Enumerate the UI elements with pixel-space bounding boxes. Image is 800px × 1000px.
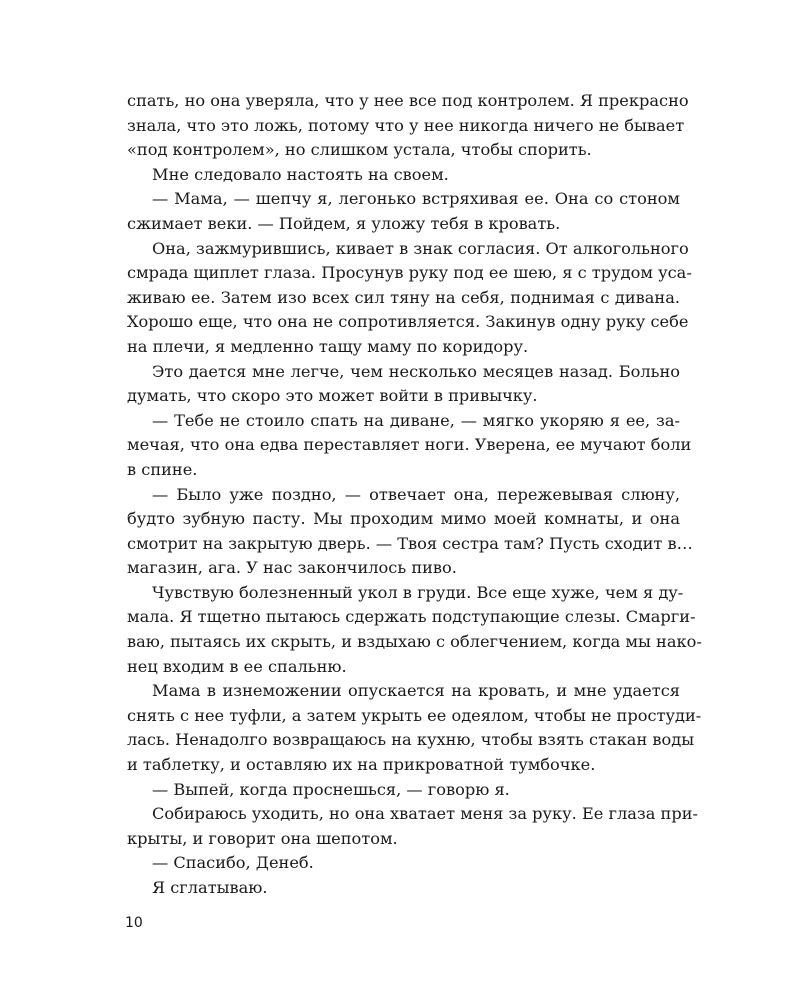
text-line: — Выпей, когда проснешься, — говорю я. <box>152 779 510 799</box>
text-line: Она, зажмурившись, кивает в знак согласия. От алкогольного <box>152 238 689 258</box>
text-line: знала, что это ложь, потому что у нее никогда ничего не бывает <box>127 115 685 135</box>
text-line: Собираюсь уходить, но она хватает меня за руку. Ее глаза при- <box>152 804 698 824</box>
text-line: «под контролем», но слишком устала, чтобы спорить. <box>127 140 592 160</box>
text-line: думать, что скоро это может войти в привычку. <box>127 386 538 406</box>
text-line: мечая, что она едва переставляет ноги. Уверена, ее мучают боли <box>127 435 692 455</box>
text-line: спать, но она уверяла, что у нее все под контролем. Я прекрасно <box>127 91 689 110</box>
text-line: и таблетку, и оставляю их на прикроватной тумбочке. <box>127 755 596 775</box>
text-line: будто зубную пасту. Мы проходим мимо моей комнаты, и она <box>127 509 680 529</box>
text-line: Это дается мне легче, чем несколько месяцев назад. Больно <box>152 361 680 381</box>
text-line: — Было уже поздно, — отвечает она, пережевывая слюну, <box>152 484 680 504</box>
text-line: крыты, и говорит она шепотом. <box>127 828 398 848</box>
text-line: смотрит на закрытую дверь. — Твоя сестра там? Пусть сходит в… <box>127 533 693 553</box>
text-line: — Тебе не стоило спать на диване, — мягко укоряю я ее, за- <box>152 410 680 430</box>
text-line: смрада щиплет глаза. Просунув руку под ее шею, я с трудом уса- <box>127 263 692 283</box>
text-line: мала. Я тщетно пытаюсь сдержать подступающие слезы. Смарги- <box>127 607 696 627</box>
text-line: сжимает веки. — Пойдем, я уложу тебя в кровать. <box>127 213 561 233</box>
text-line: Мне следовало настоять на своем. <box>152 164 449 184</box>
text-line: лась. Ненадолго возвращаюсь на кухню, чтобы взять стакан воды <box>127 730 695 750</box>
text-line: — Мама, — шепчу я, легонько встряхивая ее. Она со стоном <box>152 189 680 209</box>
text-line: Я сглатываю. <box>152 878 268 897</box>
text-line: снять с нее туфли, а затем укрыть ее одеялом, чтобы не простуди- <box>127 705 702 725</box>
text-line: на плечи, я медленно тащу маму по коридору. <box>127 336 529 356</box>
text-line: Хорошо еще, что она не сопротивляется. Закинув одну руку себе <box>127 312 689 332</box>
text-line: магазин, ага. У нас закончилось пиво. <box>127 558 457 578</box>
text-line: нец входим в ее спальню. <box>127 656 347 676</box>
text-line: в спине. <box>127 459 198 479</box>
text-line: ваю, пытаясь их скрыть, и вздыхаю с облегчением, когда мы нако- <box>127 632 702 652</box>
text-line: Чувствую болезненный укол в груди. Все еще хуже, чем я ду- <box>152 582 684 602</box>
text-line: живаю ее. Затем изо всех сил тяну на себя, поднимая с дивана. <box>127 287 680 307</box>
page-number: 10 <box>125 915 143 931</box>
body-text <box>127 89 702 901</box>
text-line: Мама в изнеможении опускается на кровать, и мне удается <box>152 681 680 701</box>
text-line: — Спасибо, Денеб. <box>152 853 314 873</box>
